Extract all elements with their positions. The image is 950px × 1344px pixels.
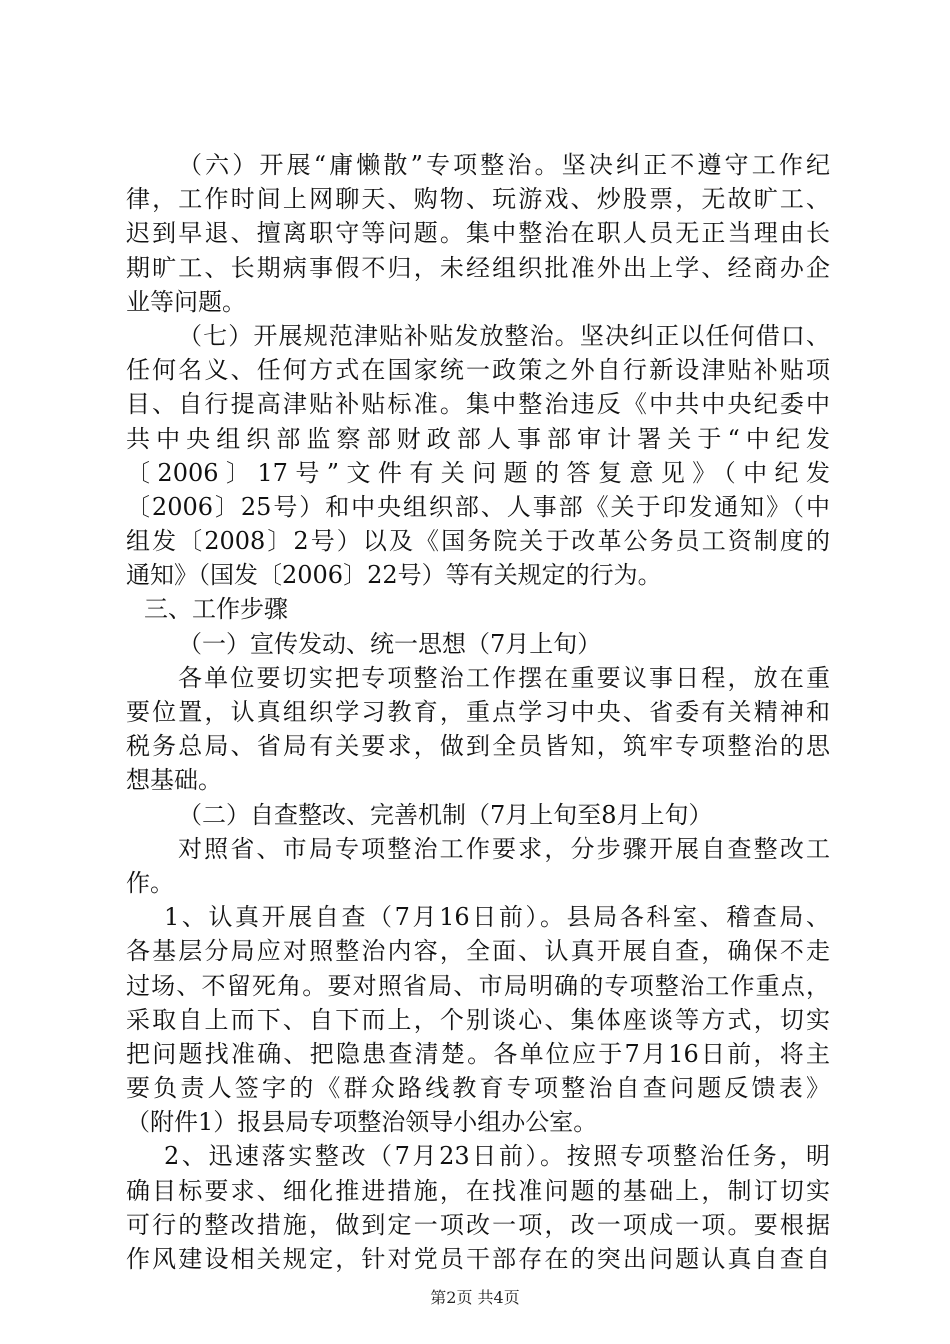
- paragraph-line: 各单位要切实把专项整治工作摆在重要议事日程，放在重: [178, 663, 830, 692]
- paragraph-line: 要位置，认真组织学习教育，重点学习中央、省委有关精神和: [126, 698, 830, 726]
- paragraph-line: 要负责人签字的《群众路线教育专项整治自查问题反馈表》: [126, 1074, 830, 1103]
- paragraph-line: 目、自行提高津贴补贴标准。集中整治违反《中共中央纪委中: [126, 390, 830, 419]
- paragraph-line: 可行的整改措施，做到定一项改一项，改一项成一项。要根据: [126, 1210, 830, 1239]
- paragraph-line: 想基础。: [126, 766, 222, 795]
- paragraph-line: 作。: [126, 868, 174, 897]
- paragraph-line: 把问题找准确、把隐患查清楚。各单位应于7月16日前，将主: [126, 1039, 830, 1068]
- paragraph-line: 律，工作时间上网聊天、购物、玩游戏、炒股票，无故旷工、: [126, 185, 830, 214]
- paragraph-line: （附件1）报县局专项整治领导小组办公室。: [126, 1108, 598, 1137]
- paragraph-line: 税务总局、省局有关要求，做到全员皆知，筑牢专项整治的思: [126, 732, 830, 761]
- paragraph-line: 〔2006〕17号”文件有关问题的答复意见》（中纪发: [126, 458, 830, 487]
- paragraph-line: （七）开展规范津贴补贴发放整治。坚决纠正以任何借口、: [178, 321, 830, 350]
- paragraph-line: 确目标要求、细化推进措施，在找准问题的基础上，制订切实: [126, 1176, 830, 1205]
- paragraph-line: 迟到早退、擅离职守等问题。集中整治在职人员无正当理由长: [126, 219, 830, 248]
- paragraph-line: 作风建设相关规定，针对党员干部存在的突出问题认真自查自: [126, 1245, 830, 1273]
- paragraph-line: 共中央组织部监察部财政部人事部审计署关于“中纪发: [126, 424, 830, 453]
- subsection-heading: （一）宣传发动、统一思想（7月上旬）: [178, 629, 602, 658]
- page-footer: 第2页 共4页: [430, 1288, 520, 1307]
- subsection-heading: （二）自查整改、完善机制（7月上旬至8月上旬）: [178, 800, 713, 829]
- paragraph-line: 通知》（国发〔2006〕22号）等有关规定的行为。: [126, 561, 662, 590]
- paragraph-line: 对照省、市局专项整治工作要求，分步骤开展自查整改工: [178, 834, 830, 863]
- paragraph-line: 1、认真开展自查（7月16日前）。县局各科室、稽查局、: [164, 903, 830, 932]
- paragraph-line: 各基层分局应对照整治内容，全面、认真开展自查，确保不走: [126, 937, 830, 966]
- paragraph-line: 组发〔2008〕2号）以及《国务院关于改革公务员工资制度的: [126, 527, 830, 556]
- paragraph-line: 过场、不留死角。要对照省局、市局明确的专项整治工作重点，: [126, 971, 830, 1000]
- paragraph-line: 采取自上而下、自下而上，个别谈心、集体座谈等方式，切实: [126, 1005, 830, 1034]
- paragraph-line: 2、迅速落实整改（7月23日前）。按照专项整治任务，明: [164, 1142, 830, 1171]
- section-heading: 三、工作步骤: [144, 595, 288, 624]
- paragraph-line: （六）开展“庸懒散”专项整治。坚决纠正不遵守工作纪: [178, 151, 830, 179]
- paragraph-line: 业等问题。: [126, 287, 246, 316]
- document-body: [126, 148, 830, 1276]
- paragraph-line: 任何名义、任何方式在国家统一政策之外自行新设津贴补贴项: [126, 356, 830, 385]
- paragraph-line: 〔2006〕25号）和中央组织部、人事部《关于印发通知》（中: [126, 492, 830, 521]
- paragraph-line: 期旷工、长期病事假不归，未经组织批准外出上学、经商办企: [126, 253, 830, 282]
